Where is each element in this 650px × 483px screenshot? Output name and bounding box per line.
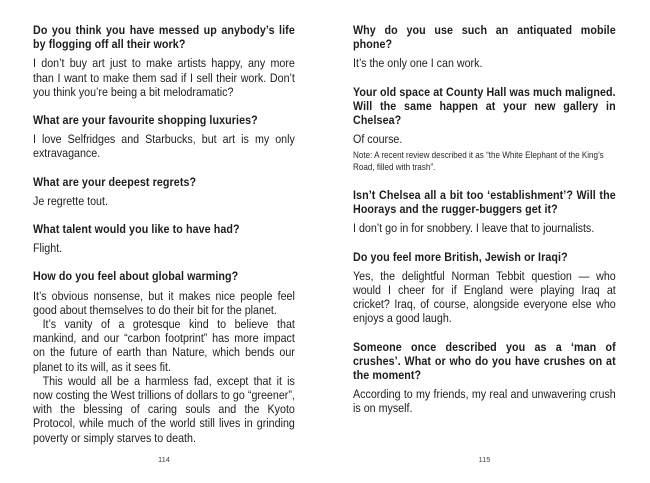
answer: I don’t buy art just to make artists happy, any more than I want to make them sad if I sell their work. Don’t you think you’re being a bit melodramatic? <box>33 56 295 99</box>
question: Your old space at County Hall was much maligned. Will the same happen at your new gallery in Chelsea? <box>353 84 616 128</box>
answer-paragraph: This would all be a harmless fad, except that it is now costing the West trillions of dollars to go “greener”, with the blessing of caring souls and the Kyoto Protocol, while much of the world still lives in grinding poverty or simply starves to death. <box>33 373 295 445</box>
page-left-text-column <box>33 23 295 445</box>
question: Do you think you have messed up anybody’s life by flogging off all their work? <box>33 23 295 52</box>
question: How do you feel about global warming? <box>33 269 239 284</box>
page-number: 114 <box>158 455 170 464</box>
question: Someone once described you as a ‘man of crushes’. What or who do you have crushes on at the moment? <box>353 339 616 383</box>
answer: Of course. <box>353 132 403 147</box>
question: What are your favourite shopping luxuries? <box>33 113 258 128</box>
page-right-text-column <box>353 23 616 416</box>
page-number: 115 <box>478 455 491 464</box>
answer: Je regrette tout. <box>33 193 108 208</box>
editor-note: Note: A recent review described it as “the White Elephant of the King’s Road, filled with trash”. <box>353 150 604 173</box>
question: What talent would you like to have had? <box>33 222 240 237</box>
answer: It’s obvious nonsense, but it makes nice people feel good about themselves to do their bit for the planet. <box>33 288 295 317</box>
answer: Yes, the delightful Norman Tebbit question — who would I cheer for if England were playing Iraq at cricket? Iraq, of course, alongside everyone else who enjoys a good laugh. <box>353 268 616 326</box>
answer: I don’t go in for snobbery. I leave that to journalists. <box>353 221 595 236</box>
question: Isn’t Chelsea all a bit too ‘establishment’? Will the Hoorays and the rugger-buggers get it? <box>353 188 616 217</box>
answer: It’s the only one I can work. <box>353 56 483 71</box>
question: Do you feel more British, Jewish or Iraqi? <box>353 249 568 264</box>
answer: I love Selfridges and Starbucks, but art is my only extravagance. <box>33 132 295 161</box>
question: Why do you use such an antiquated mobile phone? <box>353 23 616 52</box>
question: What are your deepest regrets? <box>33 174 197 189</box>
answer-paragraph: It’s vanity of a grotesque kind to believe that mankind, and our “carbon footprint” has more impact on the future of earth than Nature, which bends our planet to its will, as it sees fit. <box>33 317 295 374</box>
answer: Flight. <box>33 241 63 256</box>
answer: According to my friends, my real and unwavering crush is on myself. <box>353 387 616 416</box>
